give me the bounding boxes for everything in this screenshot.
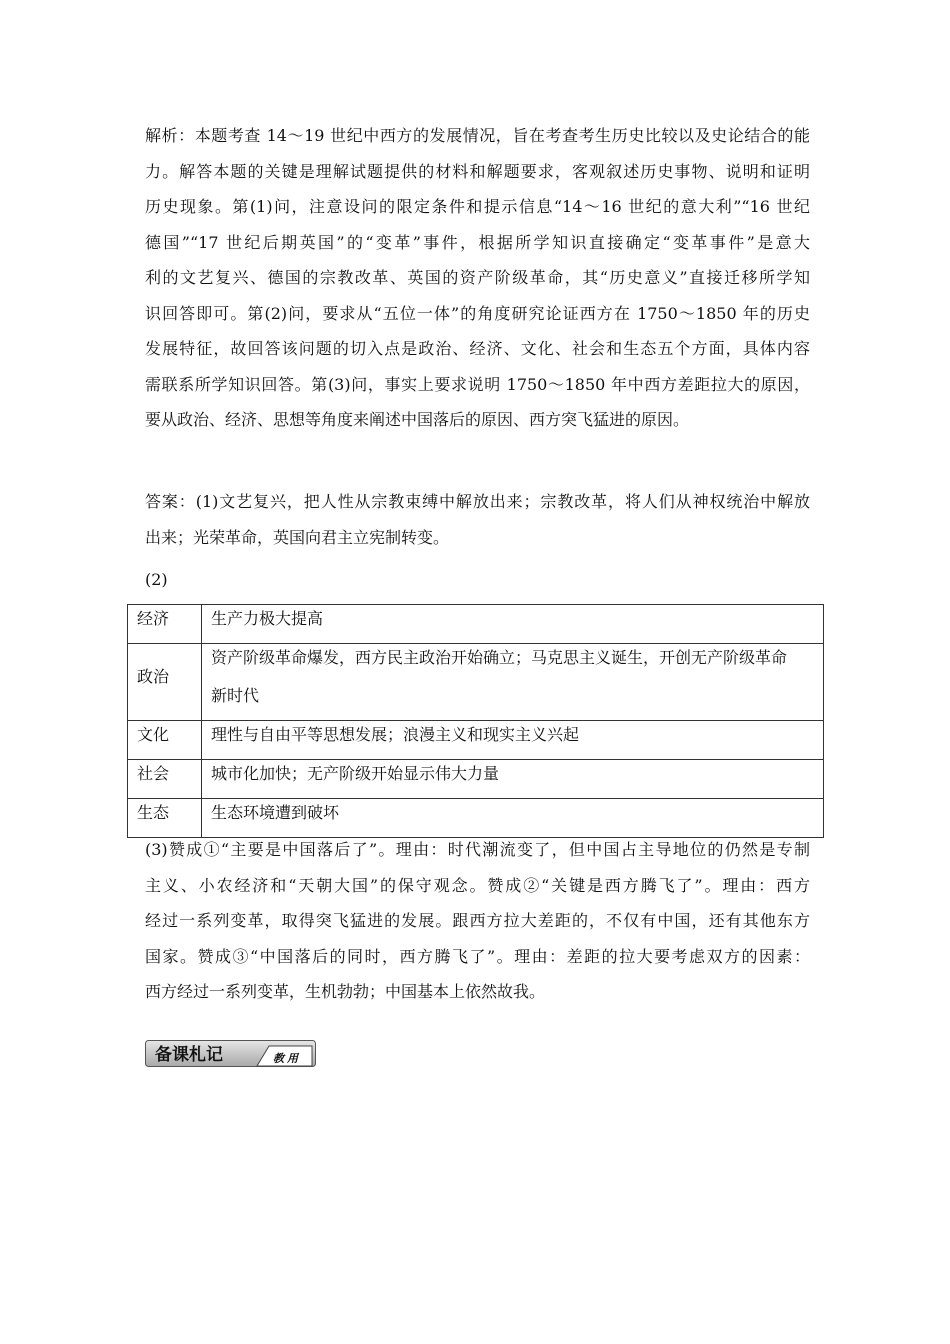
table-value-line: 生态环境遭到破坏: [211, 803, 340, 822]
table-key: 生态: [137, 803, 170, 822]
badge-tag: 教用: [273, 1052, 301, 1065]
table-value-cell: [202, 721, 824, 760]
analysis-line: 要从政治、经济、思想等角度来阐述中国落后的原因、西方突飞猛进的原因。: [145, 410, 690, 429]
part3-line: 国家。赞成③“中国落后的同时，西方腾飞了”。理由：差距的拉大要考虑双方的因素：: [145, 946, 810, 966]
table-value-line: 城市化加快；无产阶级开始显示伟大力量: [211, 764, 500, 783]
table-key-cell: [128, 605, 202, 644]
table-key: 文化: [137, 725, 170, 744]
table-row: [128, 721, 824, 760]
table-key: 经济: [137, 609, 170, 628]
part3-line: 主义、小农经济和“天朝大国”的保守观念。赞成②“关键是西方腾飞了”。理由：西方: [145, 875, 810, 895]
table-key-cell: [128, 644, 202, 721]
table-row: [128, 644, 824, 721]
table-value-line: 生产力极大提高: [211, 609, 324, 628]
table-key-cell: [128, 760, 202, 799]
part3-line: 经过一系列变革，取得突飞猛进的发展。跟西方拉大差距的，不仅有中国，还有其他东方: [145, 911, 810, 930]
analysis-line: 需联系所学知识回答。第(3)问，事实上要求说明 1750～1850 年中西方差距拉大的原因，: [145, 374, 810, 394]
table-key-cell: [128, 721, 202, 760]
answer-paragraph: [145, 484, 810, 555]
five-aspects-table: [127, 604, 824, 838]
table-key: 社会: [137, 764, 170, 783]
table-key: 政治: [137, 667, 170, 686]
table-value-cell: [202, 760, 824, 799]
part3-line: 西方经过一系列变革，生机勃勃；中国基本上依然故我。: [145, 982, 546, 1001]
badge-title: 备课札记: [155, 1045, 223, 1065]
analysis-line: 解析：本题考查 14～19 世纪中西方的发展情况，旨在考查考生历史比较以及史论结合的能: [145, 126, 810, 145]
analysis-paragraph: [145, 118, 810, 438]
analysis-line: 德国”“17 世纪后期英国”的“变革”事件，根据所学知识直接确定“变革事件”是意大: [145, 232, 810, 252]
answer-line: 答案：(1)文艺复兴，把人性从宗教束缚中解放出来；宗教改革，将人们从神权统治中解放: [145, 492, 810, 511]
table-value-cell: [202, 644, 824, 721]
analysis-line: 识回答即可。第(2)问，要求从“五位一体”的角度研究论证西方在 1750～1850 年的历史: [145, 303, 810, 323]
analysis-line: 发展特征，故回答该问题的切入点是政治、经济、文化、社会和生态五个方面，具体内容: [145, 339, 810, 358]
table-row: [128, 605, 824, 644]
lesson-notes-badge: [145, 1040, 316, 1067]
table-value-line: 理性与自由平等思想发展；浪漫主义和现实主义兴起: [211, 725, 580, 744]
answer-line: 出来；光荣革命，英国向君主立宪制转变。: [145, 527, 450, 547]
analysis-line: 力。解答本题的关键是理解试题提供的材料和解题要求，客观叙述历史事物、说明和证明: [145, 161, 810, 181]
part2-label: (2): [145, 570, 168, 589]
table-value-line: 资产阶级革命爆发，西方民主政治开始确立；马克思主义诞生，开创无产阶级革命: [211, 648, 788, 667]
table-row: [128, 760, 824, 799]
table-value-cell: [202, 605, 824, 644]
part3-paragraph: [145, 832, 810, 1010]
analysis-line: 历史现象。第(1)问，注意设问的限定条件和提示信息“14～16 世纪的意大利”“16 世纪: [145, 197, 810, 216]
part3-line: (3)赞成①“主要是中国落后了”。理由：时代潮流变了，但中国占主导地位的仍然是专制: [145, 840, 810, 859]
table-value-line: 新时代: [211, 686, 260, 705]
analysis-line: 利的文艺复兴、德国的宗教改革、英国的资产阶级革命，其“历史意义”直接迁移所学知: [145, 268, 810, 287]
